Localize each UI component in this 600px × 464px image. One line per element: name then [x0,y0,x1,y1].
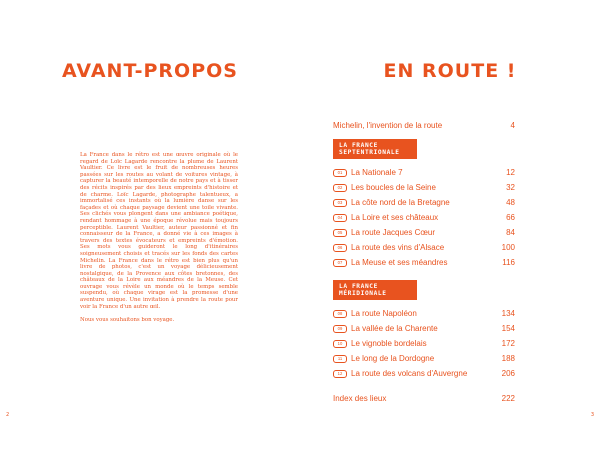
chapter-number-badge: 12 [333,370,347,378]
toc-entry-label: Le vignoble bordelais [351,339,427,348]
toc-entry-intro[interactable] [333,118,515,133]
foreword-title: AVANT-PROPOS [62,60,238,82]
chapter-number-badge: 07 [333,259,347,267]
chapter-number-badge: 05 [333,229,347,237]
toc-entry-page: 4 [510,121,515,130]
chapter-number-badge: 02 [333,184,347,192]
chapter-number-badge: 11 [333,355,347,363]
toc-entry[interactable] [333,255,515,270]
toc-entry[interactable] [333,225,515,240]
toc-entry-page: 48 [506,198,515,207]
chapter-number-badge: 04 [333,214,347,222]
toc-entry[interactable] [333,321,515,336]
chapter-number-badge: 08 [333,310,347,318]
toc-entry[interactable] [333,366,515,381]
toc-entry-label: La route des volcans d'Auvergne [351,369,468,378]
toc-entry-page: 188 [501,354,515,363]
chapter-number-badge: 03 [333,199,347,207]
toc-entry[interactable] [333,165,515,180]
toc-entry[interactable] [333,306,515,321]
toc-entry-label: Michelin, l'invention de la route [333,121,443,130]
toc-entry-page: 134 [501,309,515,318]
chapter-number-badge: 06 [333,244,347,252]
toc-entry[interactable] [333,210,515,225]
toc-entry-page: 154 [501,324,515,333]
toc-entry-label: La Meuse et ses méandres [351,258,448,267]
toc-entry-label: La Loire et ses châteaux [351,213,439,222]
toc-entry-page: 222 [501,394,515,403]
toc-entry-page: 84 [506,228,515,237]
toc-entry-label: La route Napoléon [351,309,417,318]
toc-entry-label: La Nationale 7 [351,168,403,177]
toc-entry-page: 172 [501,339,515,348]
toc-entry-page: 116 [502,258,515,267]
right-page-number: 3 [590,412,594,418]
chapter-number-badge: 10 [333,340,347,348]
toc-entry-label: La route Jacques Cœur [351,228,436,237]
toc-entry-label: Les boucles de la Seine [351,183,436,192]
table-of-contents [333,118,515,406]
toc-entry[interactable] [333,180,515,195]
toc-entry[interactable] [333,195,515,210]
toc-entry-page: 12 [506,168,515,177]
chapter-number-badge: 01 [333,169,347,177]
toc-entry[interactable] [333,351,515,366]
toc-entry-label: Index des lieux [333,394,387,403]
section-heading-south: LA FRANCE MÉRIDIONALE [333,280,417,300]
toc-entry[interactable] [333,336,515,351]
toc-entry-label: La côte nord de la Bretagne [351,198,450,207]
section-heading-north: LA FRANCE SEPTENTRIONALE [333,139,417,159]
foreword-closing: Nous vous souhaitons bon voyage. [80,316,175,323]
toc-entry-label: Le long de la Dordogne [351,354,435,363]
contents-title: EN ROUTE ! [383,60,517,82]
toc-entry-page: 32 [506,183,515,192]
toc-entry-page: 66 [506,213,515,222]
toc-entry-label: La route des vins d'Alsace [351,243,445,252]
foreword-paragraph: La France dans le rétro est une œuvre originale où le regard de Loïc Lagarde rencontre la plume de Laurent Vaultier. Ce livre est le fruit de nombreuses heures passées sur les routes au volant de voitures vintage, à capturer la beauté intemporelle de notre pays et à tisser des récits inspirés par des lieux empreints d'histoire et de charme. Loïc Lagarde, photographe talentueux, a immortalisé ces instants où la lumière danse sur les façades et où chaque paysage devient une toile vivante. Ses clichés vous plongent dans une ambiance poétique, rendant hommage à une époque révolue mais toujours perceptible. Laurent Vaultier, auteur passionné et fin connaisseur de la France, a donné vie à ces images à travers des textes évocateurs et empreints d'émotion. Ses mots vous guideront le long d'itinéraires soigneusement choisis et tracés sur les fonds des cartes Michelin. La France dans le rétro est bien plus qu'un livre de photos, c'est un voyage délicieusement nostalgique, de la Provence aux côtes bretonnes, des châteaux de la Loire aux méandres de la Meuse. Cet ouvrage vous révèle un monde où le temps semble suspendu, où chaque virage est la promesse d'une aventure unique. Une invitation à prendre la route pour voir la France d'un autre œil. [80,152,238,310]
toc-entry-page: 206 [501,369,515,378]
toc-entry[interactable] [333,240,515,255]
foreword-text [80,152,238,330]
chapter-number-badge: 09 [333,325,347,333]
toc-entry-page: 100 [501,243,515,252]
toc-entry-label: La vallée de la Charente [351,324,438,333]
toc-entry-index[interactable] [333,391,515,406]
left-page-number: 2 [6,412,10,418]
